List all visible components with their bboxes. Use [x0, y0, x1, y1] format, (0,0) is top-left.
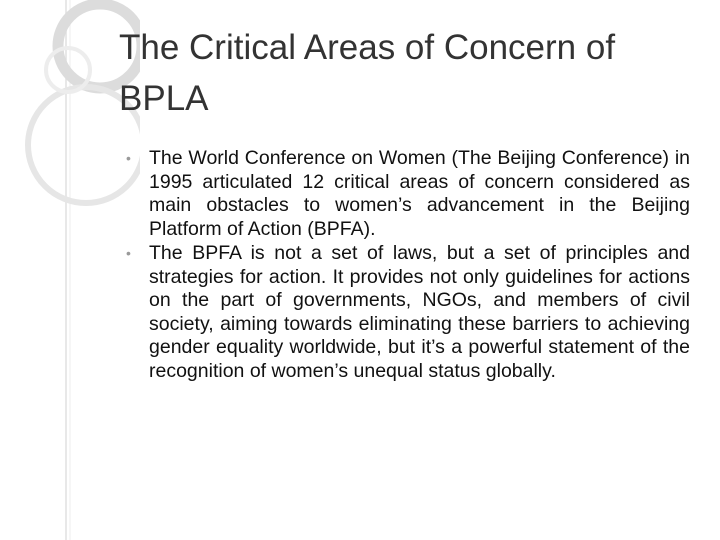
- bullet-text: The World Conference on Women (The Beijing Conference) in 1995 articulated 12 critical areas of concern considered as main obstacles to women’s advancement in the Beijing Platform of Action (BPFA).: [149, 147, 690, 240]
- bullet-dot-icon: •: [126, 245, 131, 261]
- bullet-item: [126, 242, 690, 383]
- bullet-item: [126, 147, 690, 241]
- bullet-text: The BPFA is not a set of laws, but a set of principles and strategies for action. It provides not only guidelines for actions on the part of governments, NGOs, and members of civil society, aiming towards eliminating these barriers to achieving gender equality worldwide, but it’s a powerful statement of the recognition of women’s unequal status globally.: [149, 242, 690, 382]
- bullet-list: [126, 147, 690, 384]
- bullet-dot-icon: •: [126, 150, 131, 166]
- slide-title: The Critical Areas of Concern of BPLA: [119, 28, 616, 118]
